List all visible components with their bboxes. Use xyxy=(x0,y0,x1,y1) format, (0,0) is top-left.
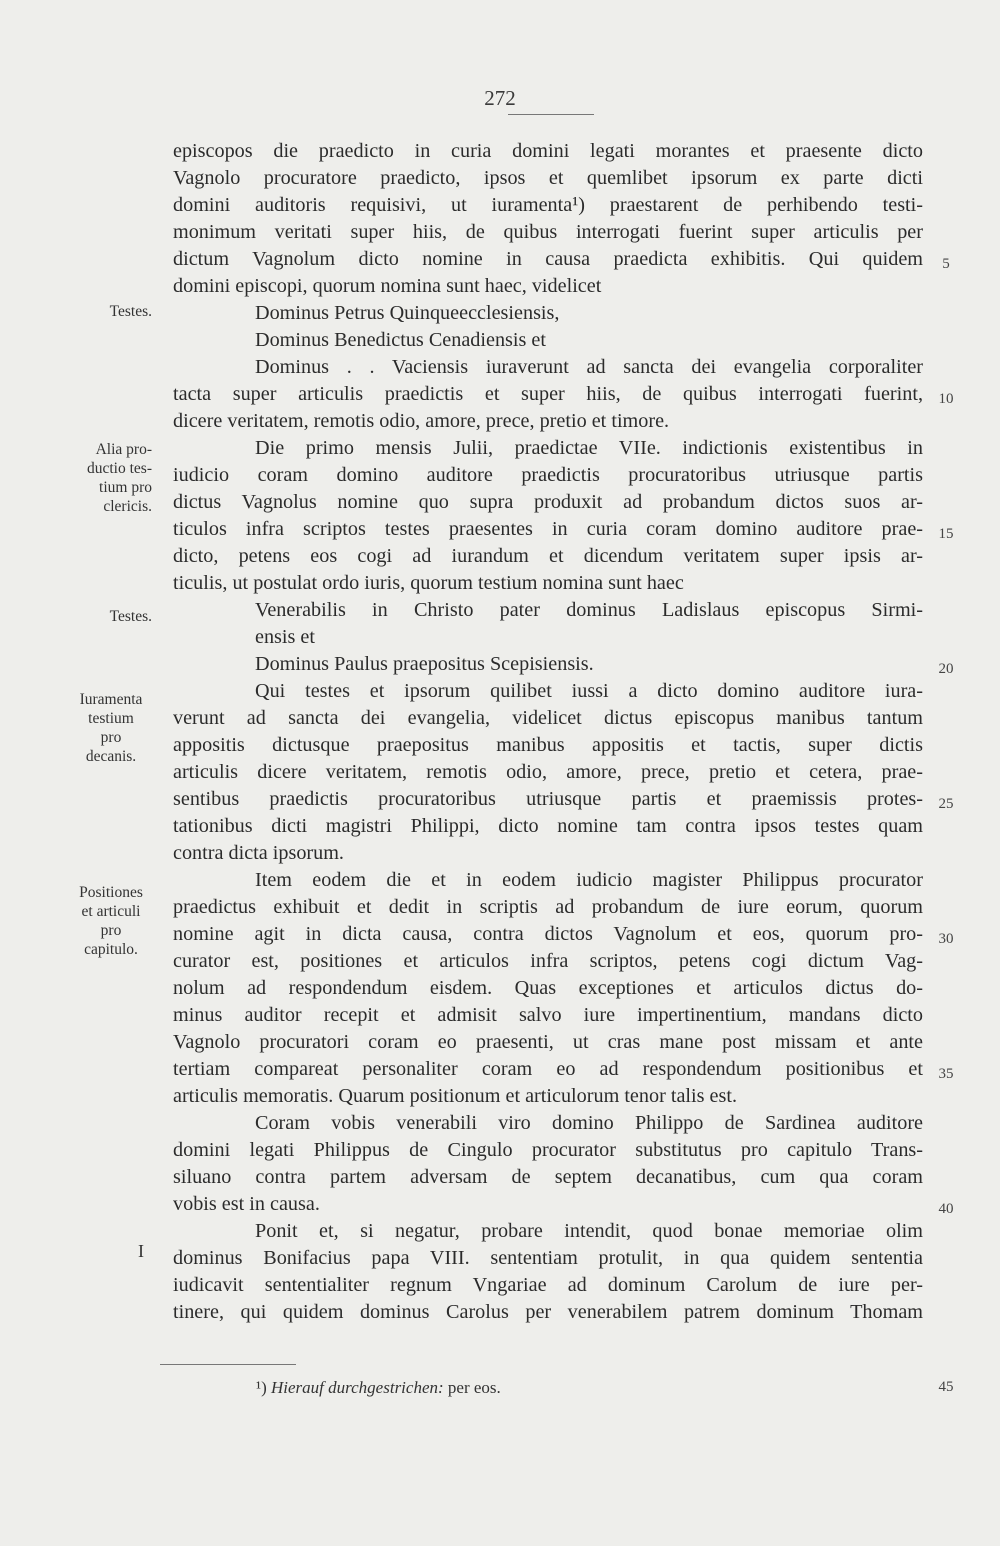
text-line: vobis est in causa. xyxy=(173,1193,320,1215)
text-line: dictum Vagnolum dicto nomine in causa praedicta exhibitis. Qui quidem xyxy=(173,248,923,270)
text-line: contra dicta ipsorum. xyxy=(173,842,344,864)
text-line: iudicio coram domino auditore praedictis procuratoribus utriusque partis xyxy=(173,464,923,486)
text-line: dicere veritatem, remotis odio, amore, prece, pretio et timore. xyxy=(173,410,670,432)
line-number: 40 xyxy=(938,1201,954,1217)
text-line: sentibus praedictis procuratoribus utriusque partis et praemissis protes- xyxy=(173,788,923,810)
text-line: domini episcopi, quorum nomina sunt haec, videlicet xyxy=(173,275,602,297)
page-number: 272 xyxy=(484,86,516,110)
text-line: nolum ad respondendum eisdem. Quas exceptiones et articulos dictus do- xyxy=(173,977,923,999)
text-line: Qui testes et ipsorum quilibet iussi a dicto domino auditore iura- xyxy=(255,680,923,702)
page-number-rule xyxy=(508,114,594,115)
text-line: tacta super articulis praedictis et super hiis, de quibus interrogati fuerint, xyxy=(173,383,923,405)
line-number: 15 xyxy=(938,526,954,542)
text-line: curator est, positiones et articulos infra scriptos, petens cogi dictum Vag- xyxy=(173,950,923,972)
footnote-italic: Hierauf durchgestrichen: xyxy=(271,1378,444,1397)
text-line: tationibus dicti magistri Philippi, dicto nomine tam contra ipsos testes quam xyxy=(173,815,923,837)
margin-note: Positiones xyxy=(79,884,143,901)
text-line: ticulis, ut postulat ordo iuris, quorum testium nomina sunt haec xyxy=(173,572,684,594)
text-line: Vagnolo procuratori coram eo praesenti, ut cras mane post missam et ante xyxy=(173,1031,923,1053)
line-number: 10 xyxy=(938,391,954,407)
margin-note: pro xyxy=(100,922,122,939)
text-line: Dominus Benedictus Cenadiensis et xyxy=(255,329,546,351)
margin-note: Iuramenta xyxy=(79,691,143,708)
text-line: appositis dictusque praepositus manibus appositis et tactis, super dictis xyxy=(173,734,923,756)
text-line: Ponit et, si negatur, probare intendit, quod bonae memoriae olim xyxy=(255,1220,923,1242)
line-number: 20 xyxy=(938,661,954,677)
text-line: domini legati Philippus de Cingulo procurator substitutus pro capitulo Trans- xyxy=(173,1139,923,1161)
line-number: 45 xyxy=(938,1379,954,1395)
text-line: ensis et xyxy=(255,626,315,648)
margin-note: Testes. xyxy=(109,303,152,320)
margin-note: Alia pro- xyxy=(95,441,152,458)
footnote-rule xyxy=(160,1364,296,1365)
text-line: Dominus Paulus praepositus Scepisiensis. xyxy=(255,653,594,675)
margin-note: pro xyxy=(100,729,122,746)
margin-note: decanis. xyxy=(85,748,137,765)
text-line: nomine agit in dicta causa, contra dictos Vagnolum et eos, quorum pro- xyxy=(173,923,923,945)
text-line: Coram vobis venerabili viro domino Philippo de Sardinea auditore xyxy=(255,1112,923,1134)
text-line: Dominus Petrus Quinqueecclesiensis, xyxy=(255,302,560,324)
text-line: ticulos infra scriptos testes praesentes in curia coram domino auditore prae- xyxy=(173,518,923,540)
line-number: 35 xyxy=(938,1066,954,1082)
margin-note: Testes. xyxy=(109,608,152,625)
margin-note: et articuli xyxy=(81,903,141,920)
text-line: monimum veritati super hiis, de quibus interrogati fuerint super articulis per xyxy=(173,221,923,243)
text-line: tertiam compareat personaliter coram eo ad respondendum positionibus et xyxy=(173,1058,923,1080)
text-line: minus auditor recepit et admisit salvo iure impertinentium, mandans dicto xyxy=(173,1004,923,1026)
text-line: Dominus . . Vaciensis iuraverunt ad sancta dei evangelia corporaliter xyxy=(255,356,923,378)
text-line: dicto, petens eos cogi ad iurandum et dicendum veritatem super ipsis ar- xyxy=(173,545,923,567)
text-line: Vagnolo procuratore praedicto, ipsos et quemlibet ipsorum ex parte dicti xyxy=(173,167,923,189)
margin-note: testium xyxy=(88,710,134,727)
text-line: tinere, qui quidem dominus Carolus per venerabilem patrem dominum Thomam xyxy=(173,1301,923,1323)
text-line: articulis dicere veritatem, remotis odio, amore, prece, pretio et cetera, prae- xyxy=(173,761,923,783)
text-line: articulis memoratis. Quarum positionum et articulorum tenor talis est. xyxy=(173,1085,738,1107)
text-line: Venerabilis in Christo pater dominus Ladislaus episcopus Sirmi- xyxy=(255,599,923,621)
text-line: Die primo mensis Julii, praedictae VIIe. indictionis existentibus in xyxy=(255,437,923,459)
text-line: dictus Vagnolus nomine quo supra produxit ad probandum dictos suos ar- xyxy=(173,491,923,513)
line-number: 30 xyxy=(938,931,954,947)
footnote-text: per eos. xyxy=(447,1378,501,1397)
margin-note: tium pro xyxy=(99,479,152,496)
line-number: 25 xyxy=(938,796,954,812)
margin-note: clericis. xyxy=(103,498,152,515)
text-line: verunt ad sancta dei evangelia, videlicet dictus episcopus manibus tantum xyxy=(173,707,923,729)
line-number: 5 xyxy=(942,256,950,272)
text-line: dominus Bonifacius papa VIII. sententiam protulit, in qua quidem sententia xyxy=(173,1247,923,1269)
text-line: episcopos die praedicto in curia domini legati morantes et praesente dicto xyxy=(173,140,923,162)
footnote-marker: ¹) xyxy=(256,1378,267,1397)
margin-note: I xyxy=(138,1241,144,1261)
margin-note: ductio tes- xyxy=(87,460,152,477)
text-line: praedictus exhibuit et dedit in scriptis ad probandum de iure eorum, quorum xyxy=(173,896,923,918)
text-line: siluano contra partem adversam de septem decanatibus, cum qua coram xyxy=(173,1166,923,1188)
margin-note: capitulo. xyxy=(84,941,138,958)
text-line: domini auditoris requisivi, ut iuramenta¹) praestarent de perhibendo testi- xyxy=(173,194,923,216)
footnote xyxy=(256,1378,501,1398)
text-line: Item eodem die et in eodem iudicio magister Philippus procurator xyxy=(255,869,923,891)
text-line: iudicavit sententialiter regnum Vngariae ad dominum Carolum de iure per- xyxy=(173,1274,923,1296)
